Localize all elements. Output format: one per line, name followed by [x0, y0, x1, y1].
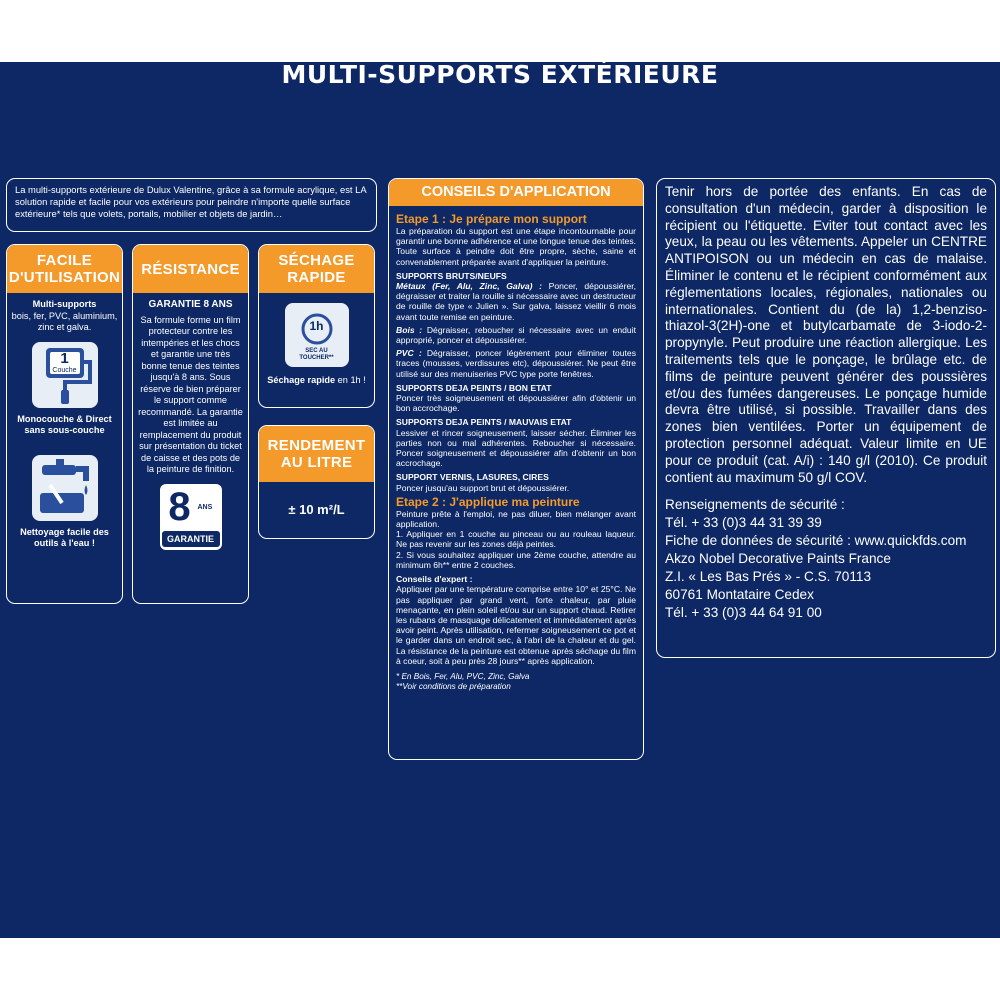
page-title: MULTI-SUPPORTS EXTÉRIEURE — [281, 60, 719, 89]
nettoyage-text: Nettoyage facile des outils à l'eau ! — [20, 526, 109, 548]
step-1-intro: La préparation du support est une étape incontournable pour garantir une bonne adhérence et une longue tenue des teintes. Toute surface à peindre doit être propre, sèche, saine et convenablement préparée avant d'appliquer la peinture. — [396, 226, 636, 267]
step-2-title: Etape 2 : J'applique ma peinture — [396, 494, 580, 509]
multi-supports-label: Multi-supports — [32, 299, 97, 309]
card-sechage-head: SÉCHAGE RAPIDE — [259, 245, 374, 293]
supports-bon-title: SUPPORTS DEJA PEINTS / BON ETAT — [396, 382, 552, 393]
intro-box — [6, 178, 377, 232]
rendement-value: ± 10 m²/L — [288, 502, 345, 517]
card-sechage — [258, 244, 375, 408]
conseils-box: CONSEILS D'APPLICATION Etape 1 : Je prépare mon support La préparation du support est une étape incontournable pour garantir une bonne adhérence et une longue tenue des teintes. Toute surface à peindre doit être propre, sèche, saine et convenablement préparée avant d'appliquer la peinture. SUPPORTS BRUTS/NEUFS Métaux (Fer, Alu, Zinc, Galva) : Poncer, dépoussiérer, dégraisser et traiter la rouille si nécessaire avec un destructeur de rouille de type « Julien ». Sur galva, laissez vieillir 6 mois avant toute remise en peinture. Bois : Dégraisser, reboucher si nécessaire avec un enduit approprié, poncer et dépoussiérer. PVC : Dégraisser, poncer légèrement pour éliminer toutes traces (mousses, verdissures etc), dépoussiérer. Ne peut être utilisé sur des menuiseries PVC type porte fenêtres. SUPPORTS DEJA PEINTS / BON ETAT Poncer très soigneusement et dépoussiérer afin d'obtenir un bon accrochage. SUPPORTS DEJA PEINTS / MAUVAIS ETAT Lessiver et rincer soigneusement, laisser sécher. Éliminer les parties non ou mal adhérentes. Reboucher si nécessaire. Poncer soigneusement et dépoussiérer afin d'obtenir un bon accrochage. SUPPORT VERNIS, LASURES, CIRES Poncer jusqu'au support brut et dépoussiérer. Etape 2 : J'applique ma peinture Peinture prête à l'emploi, ne pas diluer, bien mélanger avant application. 1. Appliquer en 1 couche au pinceau ou au rouleau laqueur. Ne pas revenir sur les zones déjà peintes. 2. Si vous souhaitez appliquer une 2ème couche, attendre au minimum 6h** entre 2 couches. Conseils d'expert : Appliquer par une température comprise entre 10° et 25°C. Ne pas appliquer par grand vent, forte chaleur, par pluie menaçante, en plein soleil et/ou sur un support chaud. Retirer les rubans de masquage délicatement et immédiatement après avoir peint. Après utilisation, refermer soigneusement ce pot et le garder dans un endroit sec, à l'abri de la chaleur et du gel. La résistance de la peinture est obtenue après séchage du film à coeur, soit à peu près 28 jours** après application. * En Bois, Fer, Alu, PVC, Zinc, Galva **Voir conditions de préparation — [388, 178, 644, 760]
conseils-head: CONSEILS D'APPLICATION — [389, 179, 643, 206]
safety-contact: Renseignements de sécurité : Tél. + 33 (0)3 44 31 39 39 Fiche de données de sécurité : www.quickfds.com Akzo Nobel Decorative Paints France Z.I. « Les Bas Prés » - C.S. 70113 60761 Montataire Cedex Tél. + 33 (0)3 44 64 91 00 — [665, 497, 967, 621]
footnote-2: **Voir conditions de préparation — [396, 682, 511, 692]
card-facile — [6, 244, 123, 604]
resistance-text: Sa formule forme un film protecteur contre les intempéries et les chocs et garantie une très bonne tenue des teintes jusqu'à 8 ans. Sous réserve de bien préparer le support comme recommandé. La garantie est limitée au remplacement du produit sur présentation du ticket de caisse et des pots de la peinture de finition. — [138, 314, 243, 474]
monocouche-text: Monocouche & Direct sans sous-couche — [17, 413, 112, 435]
clock-label: 1h — [309, 319, 324, 333]
safety-box — [656, 178, 996, 658]
footnote-1: * En Bois, Fer, Alu, PVC, Zinc, Galva — [396, 671, 530, 681]
garantie-title: GARANTIE 8 ANS — [148, 299, 233, 310]
safety-text: Tenir hors de portée des enfants. En cas de consultation d'un médecin, garder à disposition le récipient ou l'étiquette. Eviter tout contact avec les yeux, la peau ou les vêtements. Appeler un CENTRE ANTIPOISON ou un médecin en cas de malaise. Éliminer le contenu et le récipient conformément aux réglementations locales, régionales, nationales ou internationales. Contient du (de la) 1,2-benziso-thiazol-3(2H)-one et butylcarbamate de 3-iodo-2-propynyle. Peut produire une réaction allergique. Les traitements tels que le ponçage, le brûlage etc. de films de peinture peuvent générer des poussières et/ou des fumées dangereuses. Le ponçage humide devra être utilisé, si possible. Travailler dans des zones bien ventilées. Porter un équipement de protection personnel adéquat. Valeur limite en UE pour ce produit (cat. A/i) : 140 g/l (2010). Ce produit contient au maximum 50 g/l COV. — [665, 184, 987, 485]
clock-sub: SEC AU TOUCHER** — [299, 348, 334, 361]
clock-icon — [285, 303, 349, 367]
step-1-title: Etape 1 : Je prépare mon support — [396, 212, 587, 226]
paint-roller-icon — [32, 342, 98, 408]
intro-text: La multi-supports extérieure de Dulux Valentine, grâce à sa formule acrylique, est LA solution rapide et facile pour vos extérieurs pour peindre n'importe quelle surface extérieure* tels que volets, portails, mobilier et objets de jardin… — [15, 184, 367, 219]
badge-ans: ANS — [197, 503, 213, 511]
sechage-bold: Séchage rapide — [267, 375, 336, 385]
badge-label: GARANTIE — [162, 531, 220, 547]
water-tap-icon — [32, 455, 98, 521]
card-facile-head: FACILE D'UTILISATION — [7, 245, 122, 293]
card-resistance-head: RÉSISTANCE — [133, 245, 248, 293]
multi-supports-text: bois, fer, PVC, aluminium, zinc et galva. — [11, 310, 118, 332]
sechage-rest: en 1h ! — [335, 375, 366, 385]
supports-mauvais-title: SUPPORTS DEJA PEINTS / MAUVAIS ETAT — [396, 417, 572, 428]
card-resistance — [132, 244, 249, 604]
garantie-badge-icon — [160, 484, 222, 550]
supports-bruts-title: SUPPORTS BRUTS/NEUFS — [396, 270, 507, 281]
conseils-expert-title: Conseils d'expert : — [396, 574, 473, 585]
card-rendement-head: RENDEMENT AU LITRE — [259, 426, 374, 482]
card-rendement — [258, 425, 375, 539]
icon-word: Couche — [52, 366, 77, 374]
badge-number: 8 — [168, 484, 191, 529]
supports-vernis-title: SUPPORT VERNIS, LASURES, CIRES — [396, 472, 549, 483]
icon-number: 1 — [60, 349, 69, 367]
